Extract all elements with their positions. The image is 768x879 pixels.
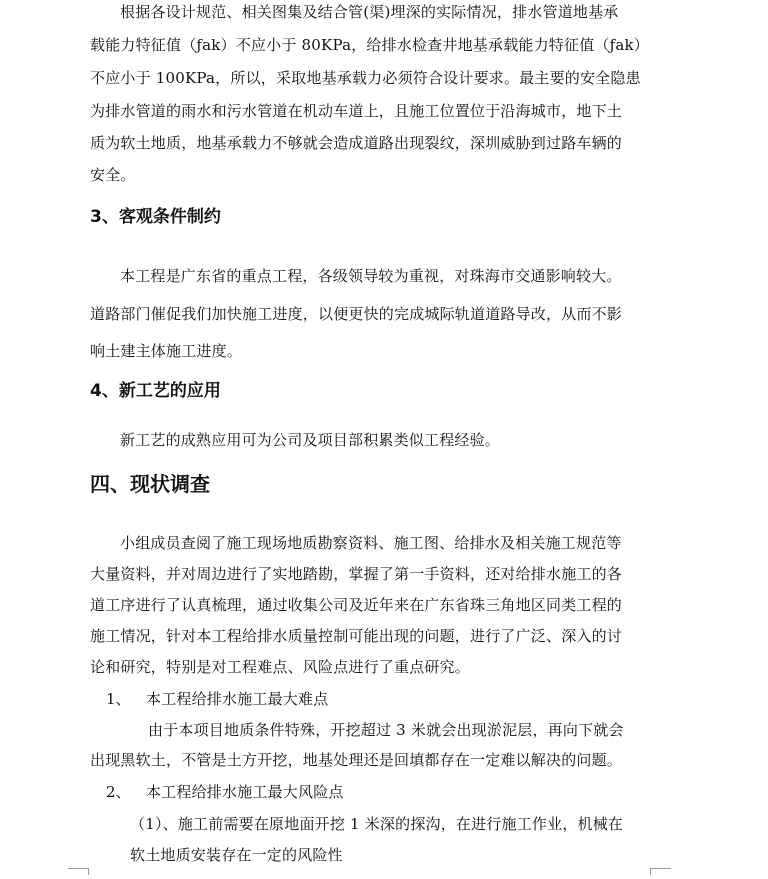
paragraph-line: 道路部门催促我们加快施工进度，以便更快的完成城际轨道道路导改，从而不影 bbox=[90, 305, 623, 323]
list-item-title: 本工程给排水施工最大难点 bbox=[146, 690, 329, 708]
paragraph-line: 为排水管道的雨水和污水管道在机动车道上，且施工位置位于沿海城市，地下土 bbox=[90, 102, 623, 120]
paragraph-line: 本工程是广东省的重点工程，各级领导较为重视，对珠海市交通影响较大。 bbox=[120, 267, 622, 285]
paragraph-line: 出现黑软土，不管是土方开挖，地基处理还是回填都存在一定难以解决的问题。 bbox=[90, 751, 623, 769]
section-heading: 4、新工艺的应用 bbox=[90, 381, 221, 401]
paragraph-line: 施工情况，针对本工程给排水质量控制可能出现的问题，进行了广泛、深入的讨 bbox=[90, 627, 623, 645]
paragraph-line: 质为软土地质，地基承载力不够就会造成道路出现裂纹，深圳威胁到过路车辆的 bbox=[90, 134, 623, 152]
margin-mark bbox=[650, 868, 671, 875]
list-item-title: 本工程给排水施工最大风险点 bbox=[146, 783, 344, 801]
paragraph-line: 安全。 bbox=[90, 166, 136, 184]
paragraph-line: 不应小于 100KPa，所以，采取地基承载力必须符合设计要求。最主要的安全隐患 bbox=[90, 69, 641, 87]
paragraph-line: 由于本项目地质条件特殊，开挖超过 3 米就会出现淤泥层，再向下就会 bbox=[148, 721, 624, 739]
list-number: 2、 bbox=[106, 783, 131, 801]
paragraph-line: 载能力特征值（ƒak）不应小于 80KPa，给排水检查井地基承载能力特征值（ƒak） bbox=[90, 36, 649, 54]
chapter-heading: 四、现状调查 bbox=[90, 472, 210, 496]
paragraph-line: 新工艺的成熟应用可为公司及项目部积累类似工程经验。 bbox=[120, 431, 501, 449]
section-heading: 3、客观条件制约 bbox=[90, 207, 221, 227]
margin-mark bbox=[68, 868, 89, 875]
paragraph-line: （1）、施工前需要在原地面开挖 1 米深的探沟，在进行施工作业，机械在 bbox=[130, 815, 624, 833]
paragraph-line: 大量资料，并对周边进行了实地踏勘，掌握了第一手资料，还对给排水施工的各 bbox=[90, 565, 623, 583]
paragraph-line: 响土建主体施工进度。 bbox=[90, 342, 243, 360]
paragraph-line: 小组成员查阅了施工现场地质勘察资料、施工图、给排水及相关施工规范等 bbox=[120, 534, 622, 552]
paragraph-line: 软土地质安装存在一定的风险性 bbox=[130, 846, 343, 864]
paragraph-line: 道工序进行了认真梳理，通过收集公司及近年来在广东省珠三角地区同类工程的 bbox=[90, 596, 623, 614]
paragraph-line: 论和研究，特别是对工程难点、风险点进行了重点研究。 bbox=[90, 658, 471, 676]
list-number: 1、 bbox=[106, 690, 131, 708]
paragraph-line: 根据各设计规范、相关图集及结合管(渠)埋深的实际情况，排水管道地基承 bbox=[120, 3, 619, 21]
